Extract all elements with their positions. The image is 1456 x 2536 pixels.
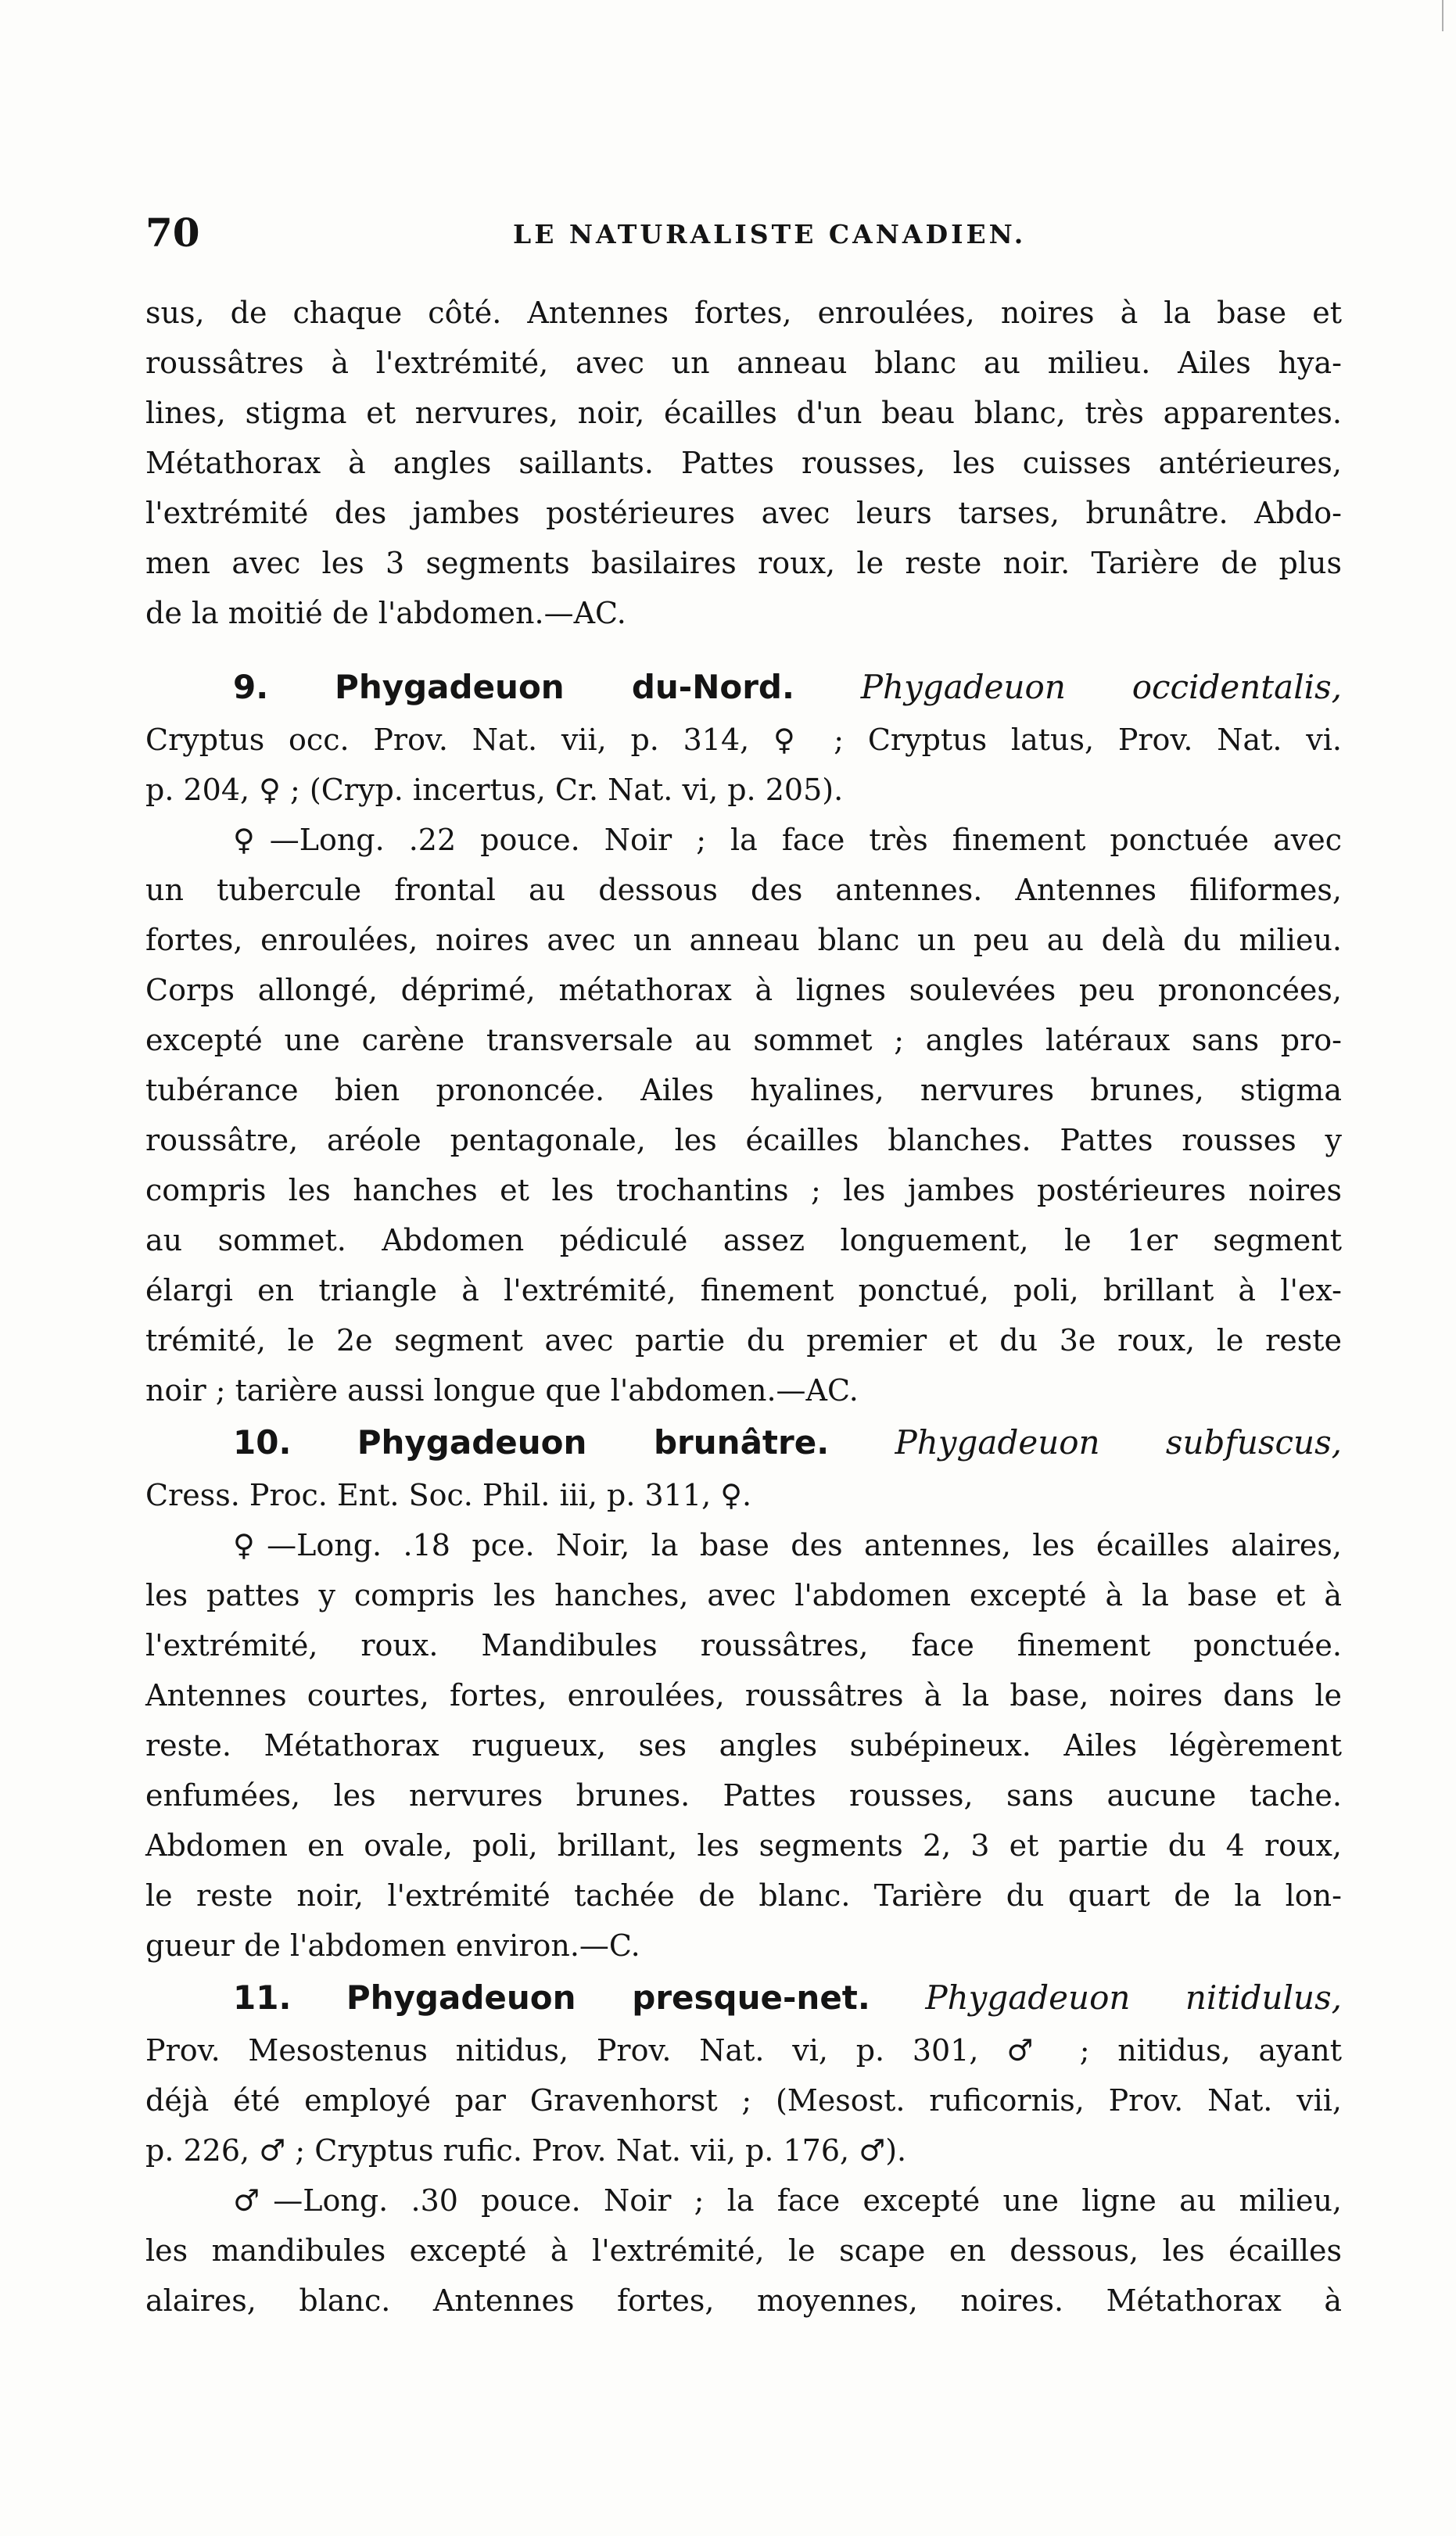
running-head: LE NATURALISTE CANADIEN. [513,219,1027,249]
text-line: de la moitié de l'abdomen.—AC. [145,596,626,630]
description-line: reste. Métathorax rugueux, ses angles subépineux. Ailes légèrement [145,1728,1342,1763]
description-line: excepté une carène transversale au sommet ; angles latéraux sans pro- [145,1023,1342,1057]
text-line: sus, de chaque côté. Antennes fortes, enroulées, noires à la base et [145,296,1342,330]
description-line: alaires, blanc. Antennes fortes, moyennes, noires. Métathorax à [145,2283,1342,2318]
description-line: ♀—Long. .22 pouce. Noir ; la face très finement ponctuée avec [233,823,1342,857]
description-line: Abdomen en ovale, poli, brillant, les segments 2, 3 et partie du 4 roux, [145,1828,1342,1863]
species-entry-10 [145,1415,1342,1971]
species-common-name: Phygadeuon du-Nord. [335,668,794,706]
synonymy-line: p. 204, ♀ ; (Cryp. incertus, Cr. Nat. vi, p. 205). [145,773,844,807]
text-line: lines, stigma et nervures, noir, écailles d'un beau blanc, très apparentes. [145,396,1342,430]
description-line: le reste noir, l'extrémité tachée de blanc. Tarière du quart de la lon- [145,1878,1342,1913]
description-line: les mandibules excepté à l'extrémité, le scape en dessous, les écailles [145,2233,1342,2268]
description-line: ♀—Long. .18 pce. Noir, la base des antennes, les écailles alaires, [233,1528,1342,1562]
description-line: les pattes y compris les hanches, avec l'abdomen excepté à la base et à [145,1578,1342,1612]
description-line: enfumées, les nervures brunes. Pattes rousses, sans aucune tache. [145,1778,1342,1813]
text-line: men avec les 3 segments basilaires roux, le reste noir. Tarière de plus [145,546,1342,580]
description-line: roussâtre, aréole pentagonale, les écailles blanches. Pattes rousses y [145,1123,1342,1157]
description-line: Corps allongé, déprimé, métathorax à lignes soulevées peu prononcées, [145,973,1342,1007]
species-entry-11 [145,1971,1342,2326]
description-line: au sommet. Abdomen pédiculé assez longuement, le 1er segment [145,1223,1342,1257]
species-entry-9 [145,660,1342,1415]
page-header [145,210,1342,266]
page-body [145,288,1342,2326]
page-number: 70 [145,210,200,256]
synonymy-line: p. 226, ♂ ; Cryptus rufic. Prov. Nat. vii, p. 176, ♂). [145,2133,907,2168]
description-line: fortes, enroulées, noires avec un anneau blanc un peu au delà du milieu. [145,923,1342,957]
description-line: compris les hanches et les trochantins ; les jambes postérieures noires [145,1173,1342,1207]
species-latin-name: Phygadeuon nitidulus, [925,1978,1342,2017]
description-line: élargi en triangle à l'extrémité, finement ponctué, poli, brillant à l'ex- [145,1273,1342,1307]
species-latin-name: Phygadeuon subfuscus, [895,1423,1343,1462]
description-line: noir ; tarière aussi longue que l'abdomen.—AC. [145,1373,859,1408]
description-line: l'extrémité, roux. Mandibules roussâtres, face finement ponctuée. [145,1628,1342,1663]
species-heading [145,1415,1342,1470]
description-line: gueur de l'abdomen environ.—C. [145,1928,640,1963]
description-line: un tubercule frontal au dessous des antennes. Antennes filiformes, [145,873,1342,907]
species-latin-name: Phygadeuon occidentalis, [860,668,1342,706]
synonymy-line: Cryptus occ. Prov. Nat. vii, p. 314, ♀ ; Cryptus latus, Prov. Nat. vi. [145,723,1342,757]
species-number: 10. [233,1423,292,1462]
species-number: 11. [233,1978,292,2017]
synonymy-line: déjà été employé par Gravenhorst ; (Mesost. ruficornis, Prov. Nat. vii, [145,2083,1342,2118]
species-heading [145,660,1342,715]
description-line: trémité, le 2e segment avec partie du premier et du 3e roux, le reste [145,1323,1342,1358]
description-line: ♂—Long. .30 pouce. Noir ; la face excepté une ligne au milieu, [233,2183,1342,2218]
paragraph-continuation [145,288,1342,638]
species-common-name: Phygadeuon presque-net. [346,1978,870,2017]
page-edge-mark [1442,0,1456,31]
synonymy-line: Prov. Mesostenus nitidus, Prov. Nat. vi, p. 301, ♂ ; nitidus, ayant [145,2033,1342,2068]
text-line: l'extrémité des jambes postérieures avec leurs tarses, brunâtre. Abdo- [145,496,1342,530]
description-line: Antennes courtes, fortes, enroulées, roussâtres à la base, noires dans le [145,1678,1342,1713]
text-line: Métathorax à angles saillants. Pattes rousses, les cuisses antérieures, [145,446,1342,480]
species-common-name: Phygadeuon brunâtre. [357,1423,830,1462]
text-line: roussâtres à l'extrémité, avec un anneau blanc au milieu. Ailes hya- [145,346,1342,380]
description-line: tubérance bien prononcée. Ailes hyalines, nervures brunes, stigma [145,1073,1342,1107]
species-number: 9. [233,668,269,706]
species-heading [145,1971,1342,2025]
synonymy-line: Cress. Proc. Ent. Soc. Phil. iii, p. 311, ♀. [145,1478,752,1512]
